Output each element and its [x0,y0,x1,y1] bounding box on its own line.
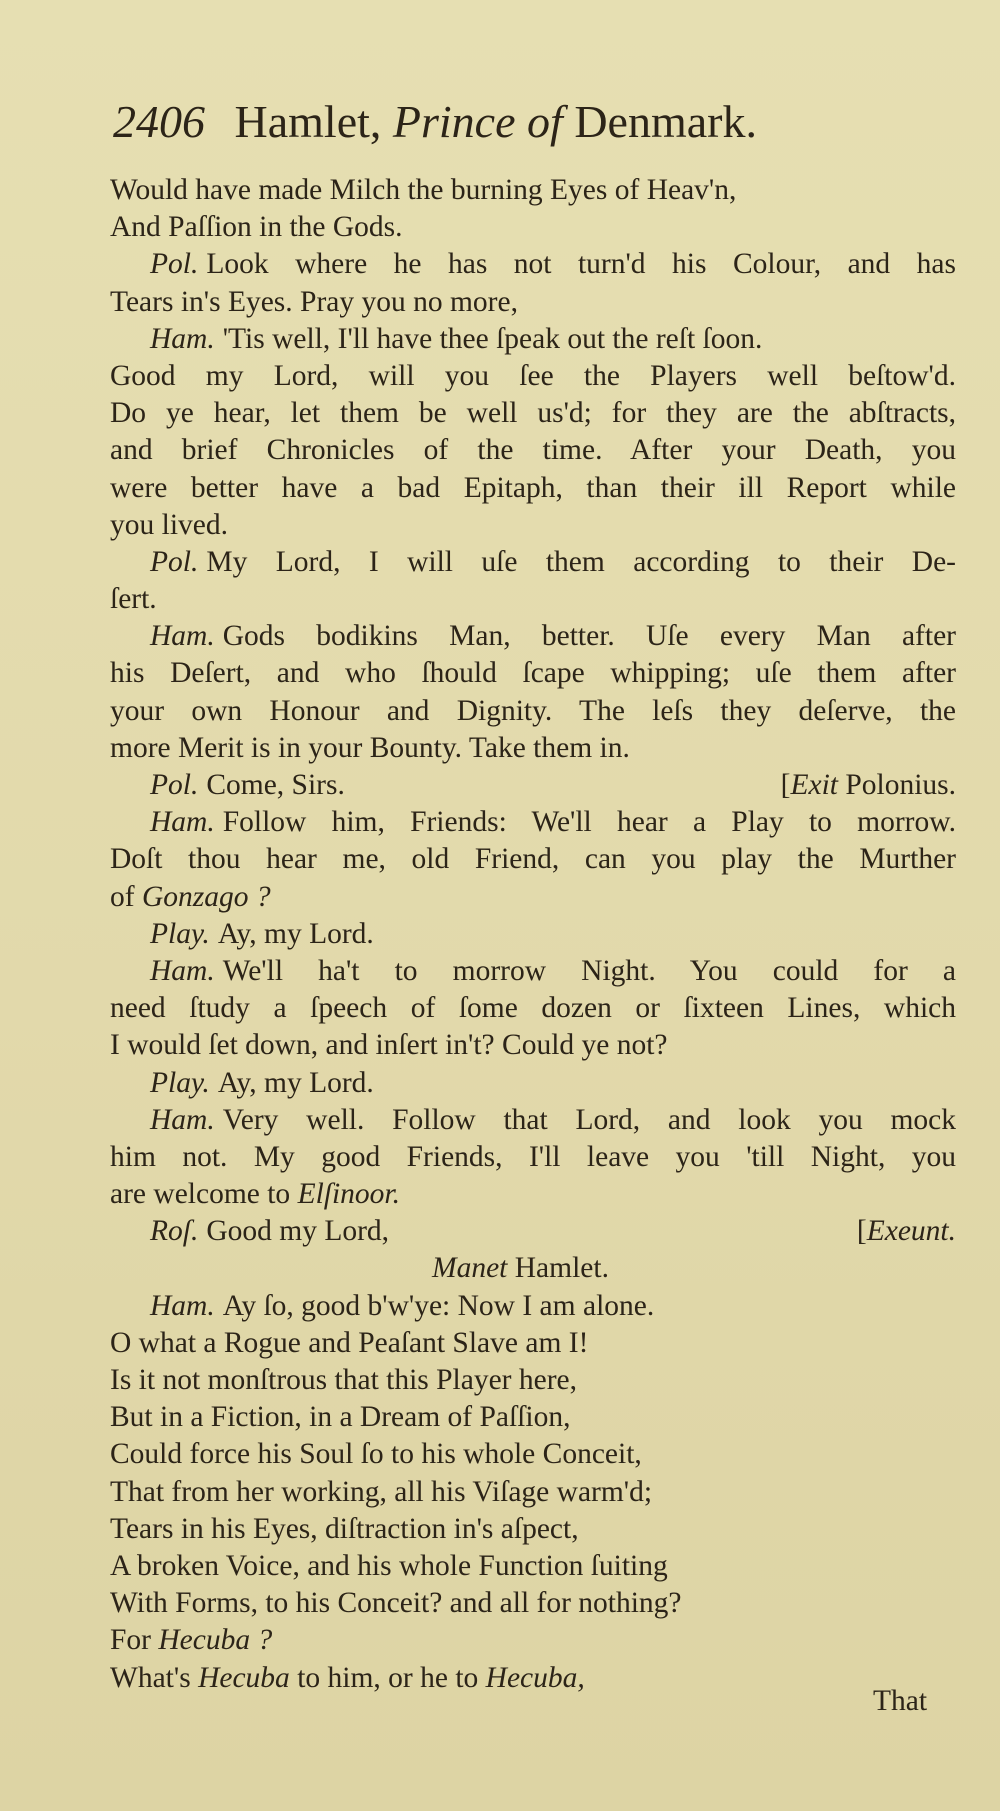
speech-text: Ay, my Lord. [217,917,374,950]
title-hamlet: Hamlet, [234,96,382,147]
bracket: [ [780,769,791,801]
speaker-label: Ham. [150,806,215,839]
text-line [110,879,956,916]
text-line: him not. My good Friends, I'll leave you 'till Night, you [110,1140,956,1173]
verse-line [110,1622,956,1659]
speaker-label: Play. [150,917,210,950]
verse-line: A broken Voice, and his whole Function ſuiting [110,1549,668,1582]
verse-line: That from her working, all his Viſage warm'd; [110,1475,653,1508]
speaker-label: Ham. [150,322,215,355]
text-plain: For [110,1624,151,1657]
speech-line [110,953,956,990]
speech-text: Ay ſo, good b'w'ye: Now I am alone. [222,1289,655,1322]
speech-line [110,767,956,804]
speech-text: Gods bodikins Man, better. Uſe every Man after [222,620,956,653]
verse-line [110,1660,956,1697]
text-italic: Elſinoor. [297,1178,401,1211]
speaker-label: Ham. [150,620,215,653]
speaker-label: Roſ. [150,1215,199,1248]
text-plain: of [110,880,135,913]
speech-text: Come, Sirs. [206,769,345,801]
speaker-label: Ham. [150,1103,215,1136]
text-line: And Paſſion in the Gods. [110,211,403,244]
speech-text: We'll ha't to morrow Night. You could for a [222,954,956,987]
text-italic: Hecuba [198,1661,290,1694]
speech-line [110,321,956,358]
title-denmark: Denmark. [574,96,757,147]
catchword: That [873,1685,928,1717]
text-italic: Hecuba ? [158,1624,273,1657]
speech-text: Ay, my Lord. [217,1066,374,1099]
text-line: and brief Chronicles of the time. After your Death, you [110,434,956,467]
text-plain: What's [110,1661,191,1694]
stage-direction-name: Hamlet. [514,1252,609,1285]
speech-text: 'Tis well, I'll have thee ſpeak out the reſt ſoon. [222,322,763,355]
speaker-label: Ham. [150,1289,215,1322]
speech-line [110,1065,956,1102]
bracket: [ [856,1215,867,1248]
text-line: more Merit is in your Bounty. Take them in. [110,731,630,764]
running-header [113,92,757,152]
speech-text: Good my Lord, [206,1215,390,1248]
text-line: Do ye hear, let them be well us'd; for they are the abſtracts, [110,397,956,430]
speech-text: Look where he has not turn'd his Colour, and has [206,248,956,281]
stage-direction-italic: Exeunt. [866,1215,956,1248]
stage-direction [857,1213,956,1250]
text-line: your own Honour and Dignity. The leſs they deſerve, the [110,694,956,727]
verse-line: Is it not monſtrous that this Player here, [110,1364,578,1396]
text-line: need ſtudy a ſpeech of ſome dozen or ſixteen Lines, which [110,992,956,1025]
speech-line [110,246,956,283]
text-line: I would ſet down, and inſert in't? Could ye not? [110,1029,668,1062]
speech-text: Follow him, Friends: We'll hear a Play to morrow. [222,806,956,839]
text-plain: are welcome to [110,1178,291,1211]
text-line: Would have made Milch the burning Eyes of Heav'n, [110,174,737,206]
speech-text: My Lord, I will uſe them according to their De- [206,545,956,578]
speech-line [110,544,956,581]
verse-line: But in a Fiction, in a Dream of Paſſion, [110,1401,571,1434]
speaker-label: Ham. [150,954,215,987]
stage-direction-italic: Exit [790,769,838,801]
speech-line [110,1288,956,1325]
speaker-label: Pol. [150,769,199,801]
text-line: Good my Lord, will you ſee the Players well beſtow'd. [110,359,956,392]
text-line: ſert. [110,583,157,616]
speaker-label: Pol. [150,545,199,578]
speaker-label: Pol. [150,248,199,281]
text-line: Doſt thou hear me, old Friend, can you play the Murther [110,843,956,876]
text-line: were better have a bad Epitaph, than their ill Report while [110,471,956,504]
speech-line [110,618,956,655]
text-line: you lived. [110,508,228,541]
play-text [110,172,956,1697]
text-line [110,1176,956,1213]
title-prince-of: Prince of [392,96,563,147]
speech-text: Very well. Follow that Lord, and look you mock [222,1103,956,1136]
verse-line: Could force his Soul ſo to his whole Conceit, [110,1438,642,1471]
text-line: Tears in's Eyes. Pray you no more, [110,285,518,318]
text-italic: Gonzago ? [141,880,271,913]
verse-line: O what a Rogue and Peaſant Slave am I! [110,1326,589,1359]
stage-direction-italic: Manet [432,1252,508,1285]
speech-line [110,916,956,953]
page-number: 2406 [113,96,205,147]
speech-line [110,1213,956,1250]
speech-line [110,1102,956,1139]
text-italic: Hecuba, [485,1661,585,1694]
verse-line: With Forms, to his Conceit? and all for nothing? [110,1587,682,1620]
text-line: his Deſert, and who ſhould ſcape whipping; uſe them after [110,657,956,690]
speech-line [110,804,956,841]
stage-direction-line [110,1250,956,1287]
stage-direction [781,767,956,804]
speaker-label: Play. [150,1066,210,1099]
text-plain: to him, or he to [297,1661,479,1694]
verse-line: Tears in his Eyes, diſtraction in's aſpect, [110,1512,579,1545]
stage-direction-name: Polonius. [845,769,956,801]
